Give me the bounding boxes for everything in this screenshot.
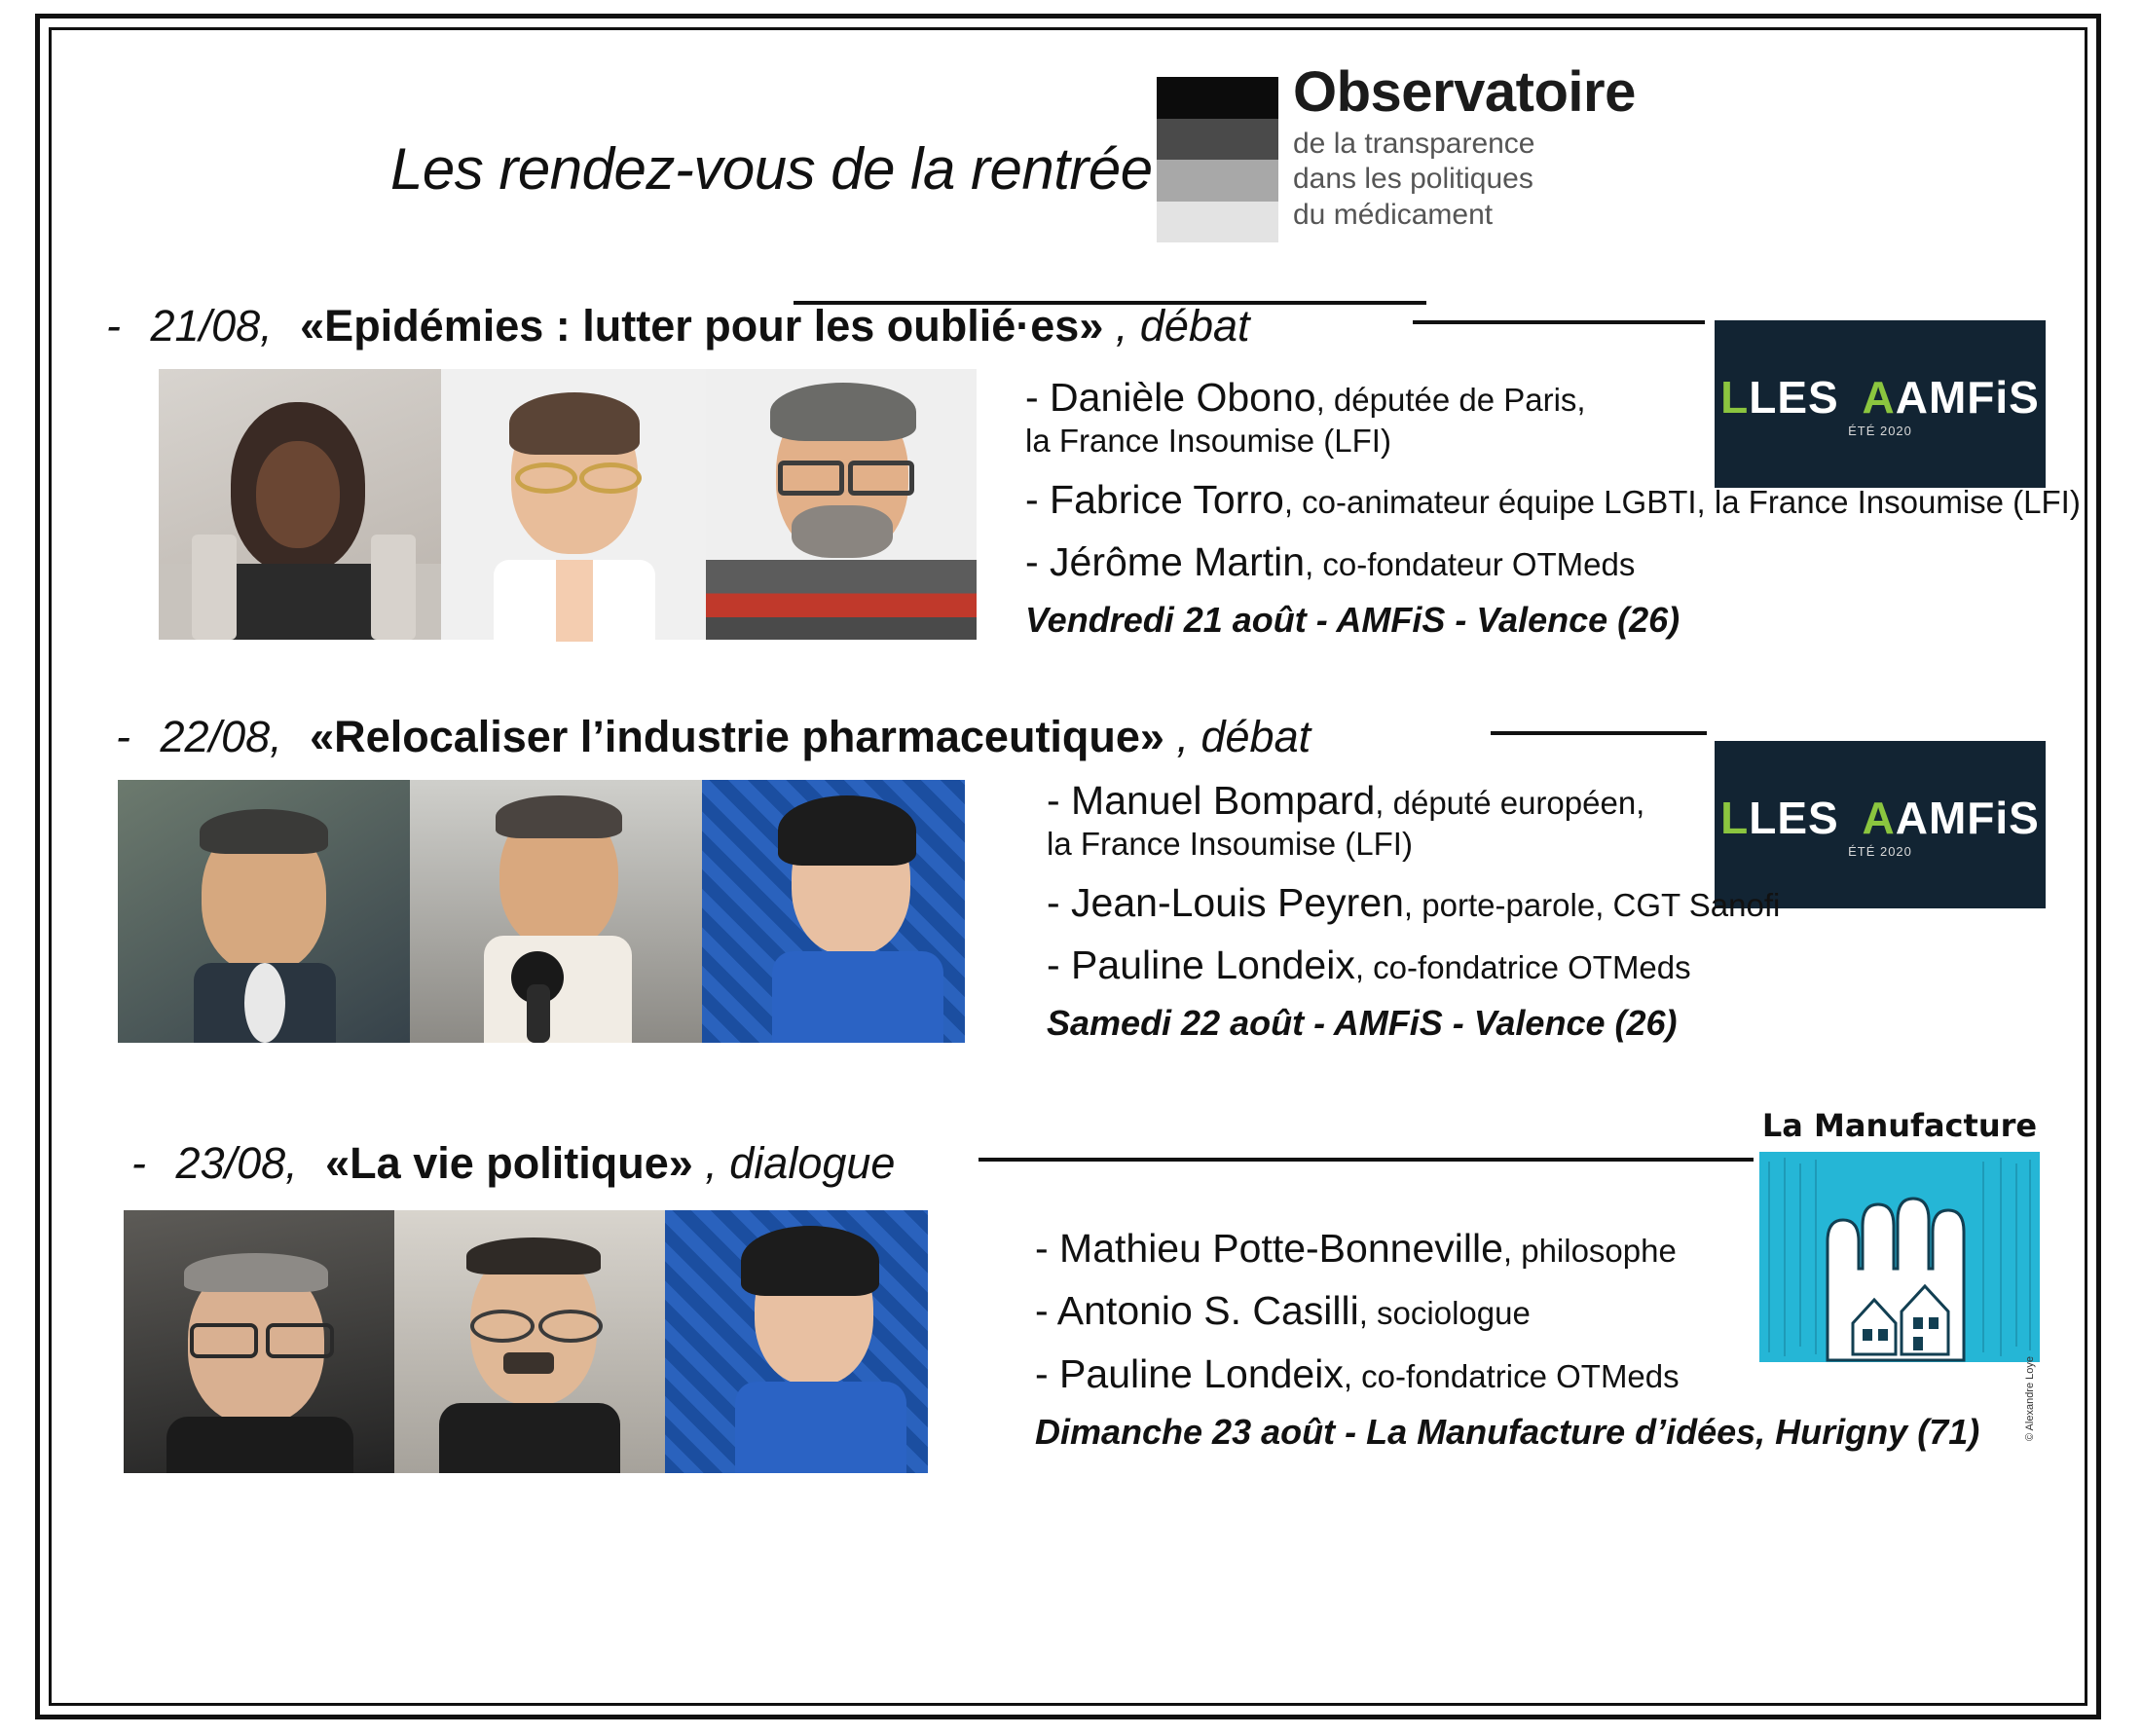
amfis-badge-label: LLES AAMFiS	[1720, 372, 2040, 423]
speaker-role-line2: la France Insoumise (LFI)	[1047, 826, 1413, 863]
event-heading-rule	[979, 1158, 1754, 1162]
speaker-name: - Fabrice Torro	[1025, 476, 1284, 522]
amfis-word-amfis: AMFiS	[1895, 793, 2040, 843]
speaker-photo	[159, 369, 441, 640]
speaker-role: , sociologue	[1358, 1295, 1531, 1332]
logo-name: Observatoire	[1293, 60, 1636, 124]
event-heading-rule	[1491, 731, 1707, 735]
event-date: 22/08,	[160, 712, 282, 761]
list-item	[1035, 1286, 2067, 1335]
speaker-role: , co-fondateur OTMeds	[1305, 545, 1636, 582]
event-title: «Relocaliser l’industrie pharmaceutique»	[310, 712, 1164, 761]
speaker-role: , co-fondatrice OTMeds	[1343, 1357, 1680, 1394]
speaker-role: , députée de Paris,	[1315, 382, 1586, 418]
list-item	[1025, 373, 2077, 462]
speaker-name: - Danièle Obono	[1025, 375, 1316, 420]
speaker-name: - Pauline Londeix	[1035, 1350, 1344, 1396]
amfis-word-les: LES	[1749, 793, 1839, 843]
logo-text	[1293, 60, 1636, 234]
speaker-photo	[702, 780, 965, 1043]
event-bullet: -	[106, 301, 121, 351]
speaker-name: - Jean-Louis Peyren	[1047, 879, 1404, 925]
event-when: Vendredi 21 août - AMFiS - Valence (26)	[1025, 600, 1680, 641]
event-kind: , débat	[1176, 712, 1311, 761]
event-bullet: -	[131, 1138, 146, 1188]
speaker-photo	[441, 369, 706, 640]
event-date: 23/08,	[175, 1138, 298, 1188]
logo-bars-icon	[1157, 77, 1278, 242]
speaker-role-line2: la France Insoumise (LFI)	[1025, 423, 1391, 460]
amfis-badge-label: LLES AAMFiS	[1720, 793, 2040, 843]
speaker-role: , député européen,	[1375, 785, 1645, 821]
event-heading	[116, 712, 1311, 762]
logo-tagline	[1293, 127, 1636, 234]
event-title: «La vie politique»	[325, 1138, 693, 1188]
speaker-role: , philosophe	[1502, 1233, 1677, 1269]
speaker-photo	[706, 369, 977, 640]
event-heading	[131, 1138, 895, 1189]
poster	[35, 14, 2101, 1719]
logo-tagline-line2: dans les politiques	[1293, 163, 1533, 196]
event-photo-strip	[159, 369, 977, 640]
list-item	[1035, 1349, 2067, 1398]
event-kind: , débat	[1115, 301, 1250, 351]
list-item	[1047, 878, 2069, 927]
event-photo-strip	[118, 780, 994, 1043]
list-item	[1025, 475, 2081, 524]
list-item	[1047, 941, 2069, 989]
amfis-word-les: LES	[1749, 372, 1839, 423]
speaker-photo	[394, 1210, 665, 1473]
speaker-name: - Pauline Londeix	[1047, 942, 1355, 987]
list-item	[1035, 1224, 2067, 1273]
speaker-role: , co-animateur équipe LGBTI, la France Insoumise (LFI)	[1283, 483, 2081, 520]
page-title: Les rendez-vous de la rentrée	[390, 136, 1153, 202]
event-heading	[106, 301, 1250, 351]
speaker-photo	[124, 1210, 394, 1473]
event-heading-rule	[1413, 320, 1705, 324]
speaker-name: - Antonio S. Casilli	[1035, 1288, 1359, 1334]
speaker-photo	[665, 1210, 928, 1473]
speaker-name: - Mathieu Potte-Bonneville	[1035, 1226, 1503, 1271]
poster-header	[52, 30, 2085, 283]
event-title: «Epidémies : lutter pour les oublié·es»	[300, 301, 1104, 351]
logo-tagline-line1: de la transparence	[1293, 127, 1535, 160]
observatoire-logo	[1157, 60, 1702, 248]
event-block	[52, 283, 2085, 702]
event-photo-strip	[124, 1210, 928, 1473]
manufacture-credit: © Alexandre Loye	[2024, 1356, 2036, 1441]
amfis-badge-year: ÉTÉ 2020	[1848, 844, 1912, 859]
speaker-list	[1025, 373, 2081, 641]
event-when: Samedi 22 août - AMFiS - Valence (26)	[1047, 1003, 1678, 1044]
logo-tagline-line3: du médicament	[1293, 199, 1494, 232]
list-item	[1047, 776, 2069, 865]
event-block	[52, 702, 2085, 1130]
speaker-list	[1047, 776, 2069, 1044]
event-block	[52, 1107, 2085, 1539]
event-date: 21/08,	[150, 301, 273, 351]
poster-inner-frame	[49, 27, 2087, 1706]
event-bullet: -	[116, 712, 130, 761]
speaker-photo	[118, 780, 410, 1043]
speaker-role: , porte-parole, CGT Sanofi	[1403, 886, 1781, 923]
speaker-name: - Jérôme Martin	[1025, 538, 1306, 584]
manufacture-badge-title: La Manufacture	[1761, 1107, 2038, 1144]
list-item	[1025, 537, 2077, 586]
amfis-badge-year: ÉTÉ 2020	[1848, 424, 1912, 438]
speaker-role: , co-fondatrice OTMeds	[1354, 948, 1691, 985]
speaker-list	[1035, 1224, 2067, 1453]
speaker-name: - Manuel Bompard	[1047, 778, 1376, 823]
event-kind: , dialogue	[705, 1138, 896, 1188]
speaker-photo	[410, 780, 702, 1043]
event-when: Dimanche 23 août - La Manufacture d’idées, Hurigny (71)	[1035, 1412, 1980, 1453]
amfis-word-amfis: AMFiS	[1895, 372, 2040, 423]
